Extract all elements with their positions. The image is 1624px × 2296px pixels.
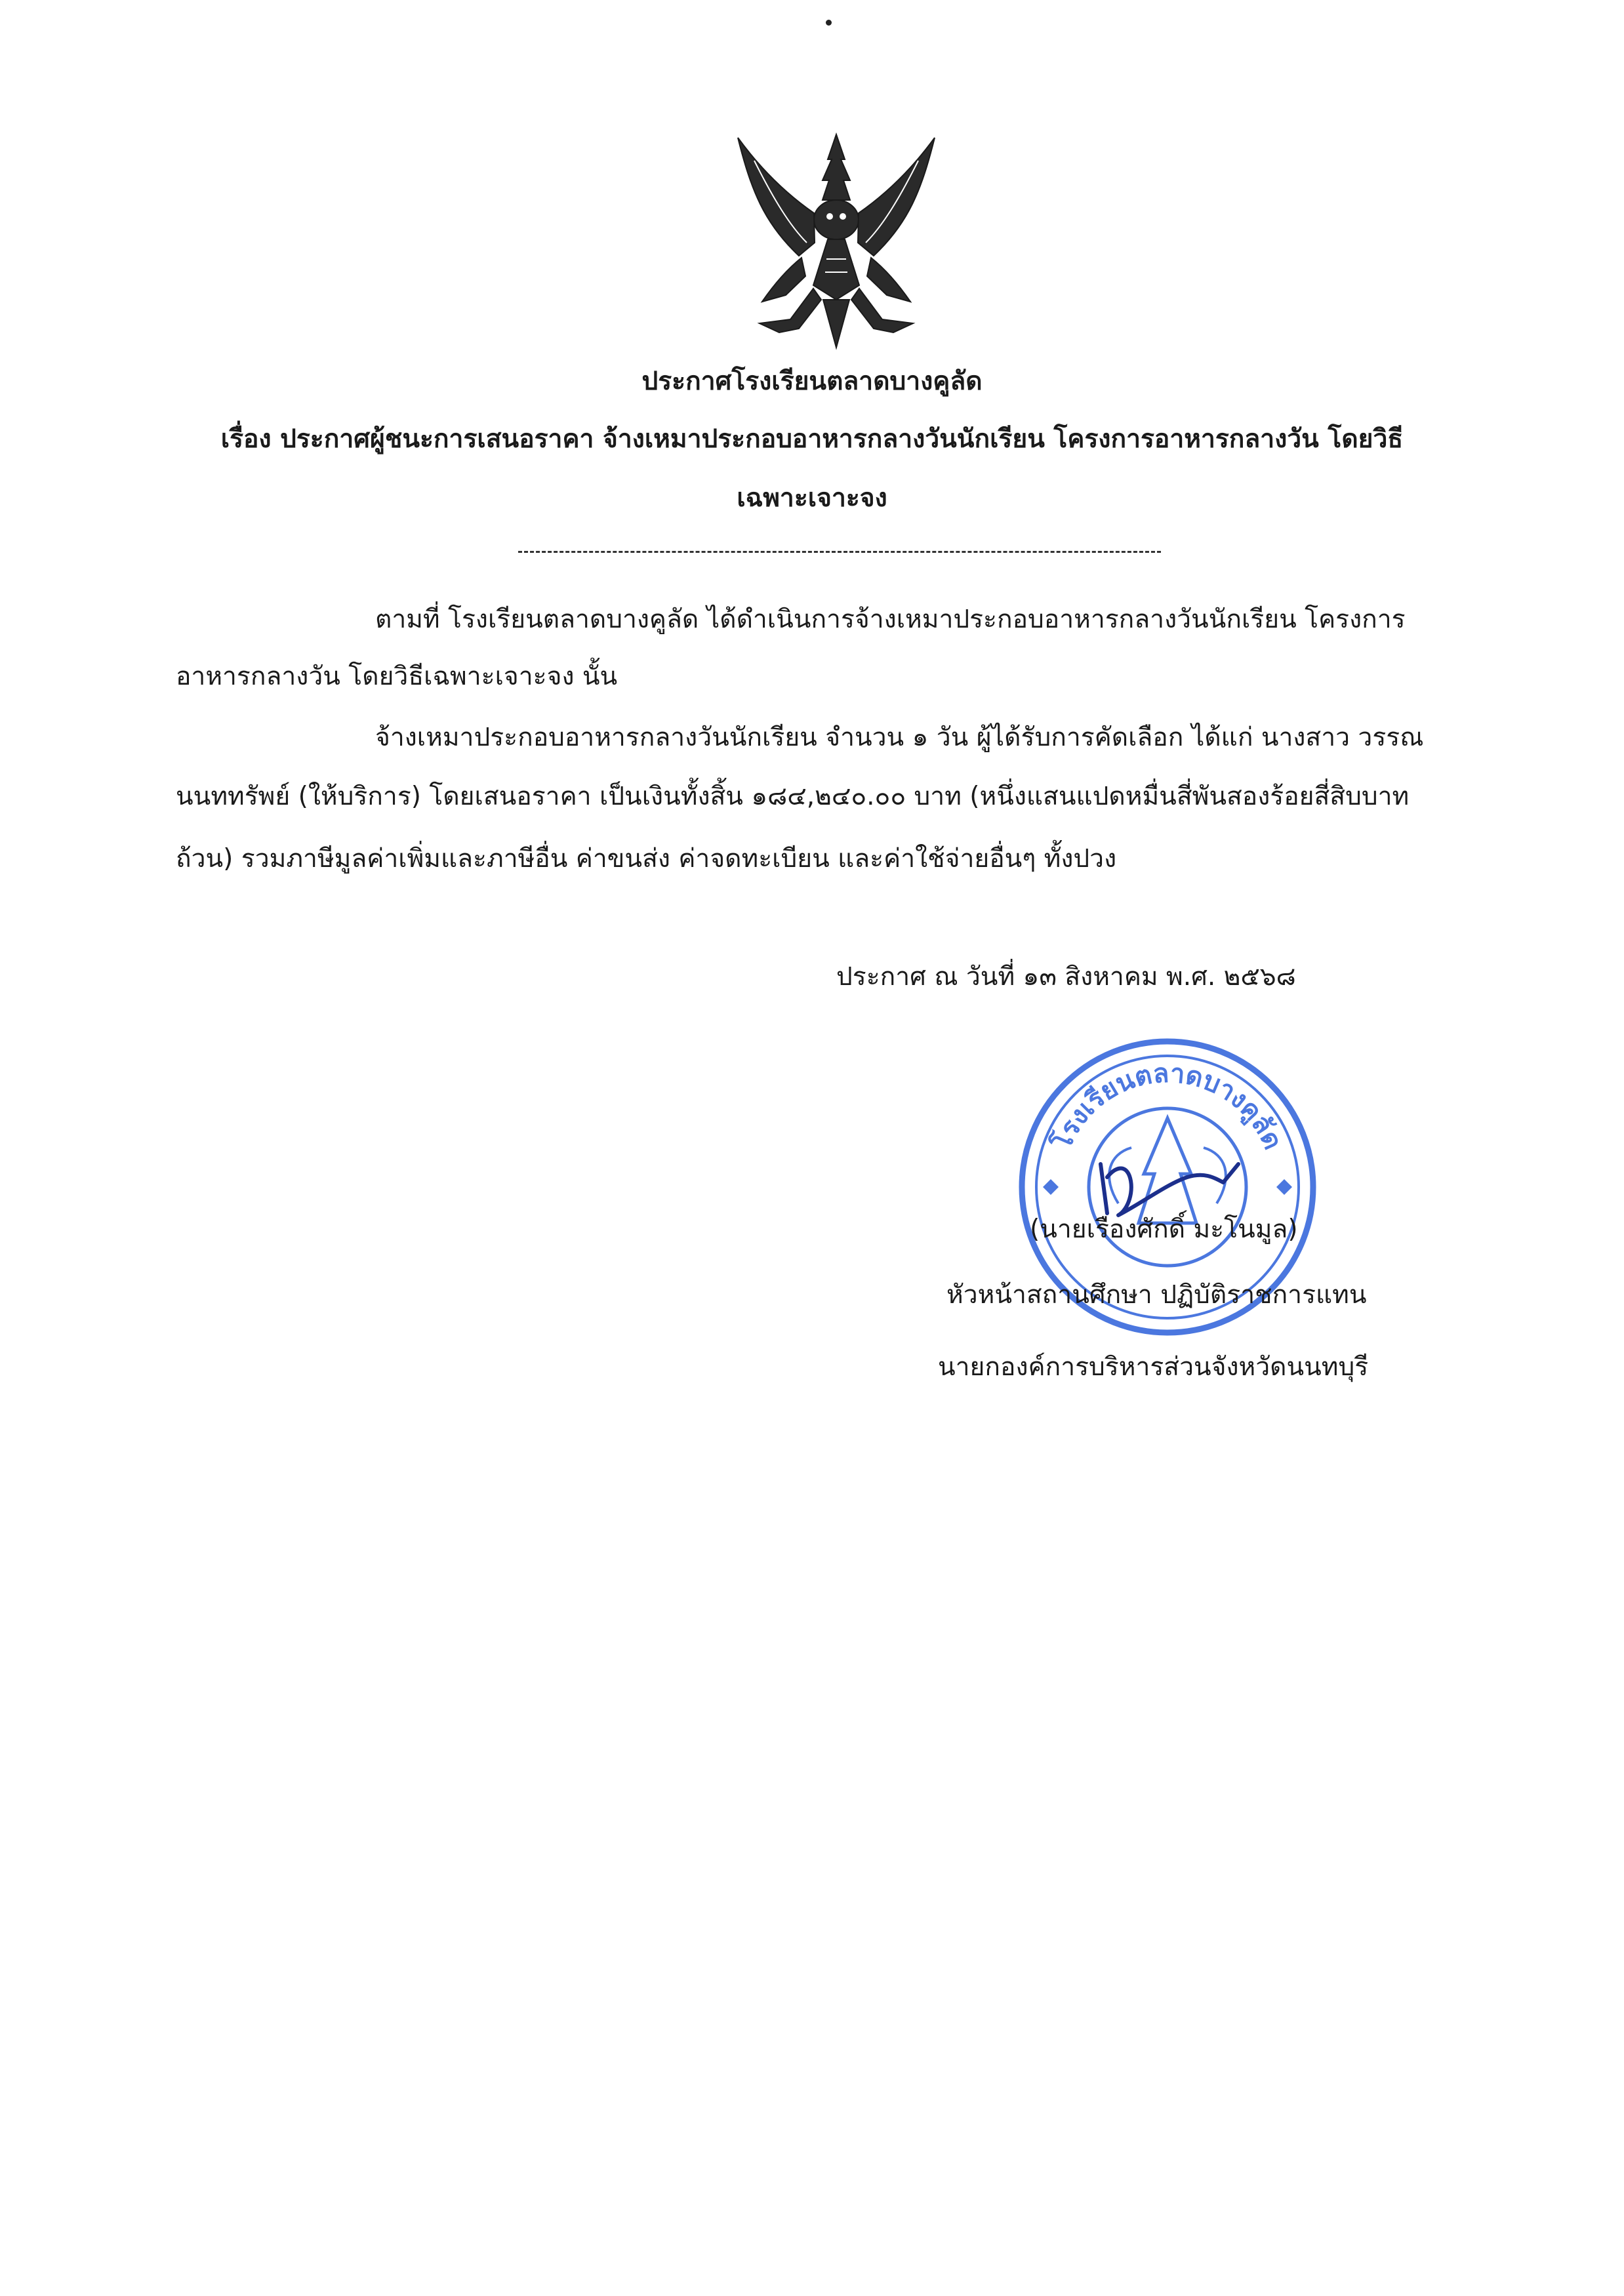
- signatory-position-line-1: หัวหน้าสถานศึกษา ปฏิบัติราชการแทน: [946, 1280, 1367, 1310]
- paragraph-2-line-2: นนททรัพย์ (ให้บริการ) โดยเสนอราคา เป็นเงินทั้งสิ้น ๑๘๔,๒๔๐.๐๐ บาท (หนึ่งแสนแปดหมื่นสี่พันสองร้อยสี่สิบบาท: [176, 782, 1410, 811]
- paragraph-1-line-2: อาหารกลางวัน โดยวิธีเฉพาะเจาะจง นั้น: [176, 662, 618, 691]
- signatory-name: (นายเรืองศักดิ์ มะโนมูล): [1030, 1215, 1298, 1244]
- separator-dashed-line: [518, 551, 1161, 553]
- signatory-position-line-2: นายกองค์การบริหารส่วนจังหวัดนนทบุรี: [938, 1352, 1369, 1382]
- subject-line-2: เฉพาะเจาะจง: [737, 483, 887, 513]
- issuer-title: ประกาศโรงเรียนตลาดบางคูลัด: [641, 367, 983, 396]
- paragraph-2-line-3: ถ้วน) รวมภาษีมูลค่าเพิ่มและภาษีอื่น ค่าขนส่ง ค่าจดทะเบียน และค่าใช้จ่ายอื่นๆ ทั้งปวง: [176, 844, 1117, 874]
- paragraph-2-line-1: จ้างเหมาประกอบอาหารกลางวันนักเรียน จำนวน ๑ วัน ผู้ได้รับการคัดเลือก ได้แก่ นางสาว วรรณ: [375, 723, 1424, 752]
- subject-line-1: เรื่อง ประกาศผู้ชนะการเสนอราคา จ้างเหมาประกอบอาหารกลางวันนักเรียน โครงการอาหารกลางวัน โดยวิธี: [220, 424, 1404, 454]
- paragraph-1-line-1: ตามที่ โรงเรียนตลาดบางคูลัด ได้ดำเนินการจ้างเหมาประกอบอาหารกลางวันนักเรียน โครงการ: [375, 605, 1406, 634]
- page-mark-dot: [826, 20, 832, 26]
- stamp-text: โรงเรียนตลาดบางคูลัด: [1047, 1058, 1288, 1154]
- garuda-emblem-icon: [728, 128, 944, 354]
- announce-date: ประกาศ ณ วันที่ ๑๓ สิงหาคม พ.ศ. ๒๕๖๘: [836, 962, 1296, 992]
